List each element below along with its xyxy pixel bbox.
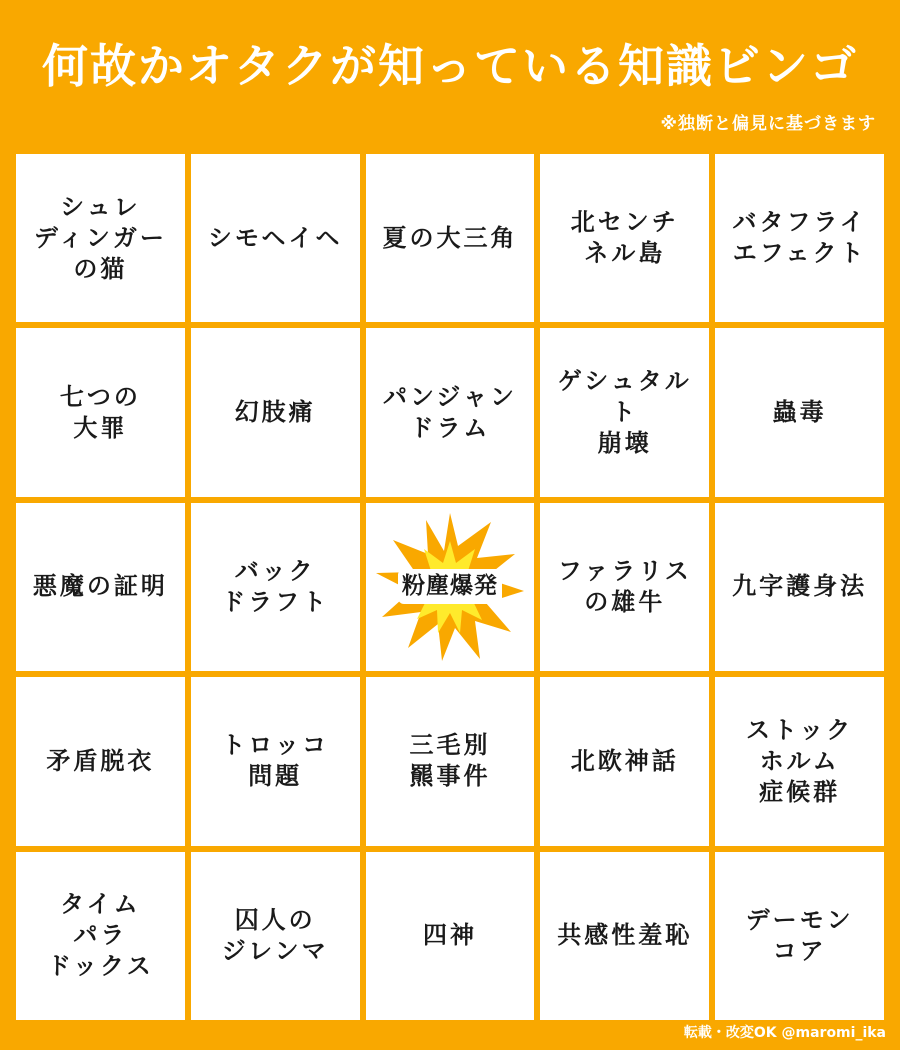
bingo-cell-label: ゲシュタルト 崩壊 <box>557 367 692 458</box>
bingo-cell-label: 矛盾脱衣 <box>46 746 155 775</box>
bingo-cell[interactable] <box>366 852 535 1020</box>
bingo-cell[interactable] <box>366 154 535 322</box>
bingo-cell-label: ファラリス の雄牛 <box>557 556 692 616</box>
bingo-cell[interactable] <box>191 852 360 1020</box>
bingo-cell-label: シュレ ディンガー の猫 <box>33 192 167 283</box>
bingo-cell-label: 夏の大三角 <box>382 223 518 252</box>
bingo-cell[interactable] <box>366 328 535 496</box>
bingo-cell-label: 三毛別 羆事件 <box>409 731 491 791</box>
disclaimer-note: ※独断と偏見に基づきます <box>660 114 876 134</box>
bingo-free-cell[interactable] <box>366 503 535 671</box>
credit-note: 転載・改変OK @maromi_ika <box>683 1025 886 1041</box>
bingo-grid <box>16 154 884 1020</box>
bingo-cell[interactable] <box>540 154 709 322</box>
bingo-cell[interactable] <box>715 328 884 496</box>
bingo-cell-label: バタフライ エフェクト <box>732 208 867 268</box>
bingo-cell[interactable] <box>715 154 884 322</box>
bingo-cell-label: パンジャン ドラム <box>383 382 517 442</box>
bingo-cell[interactable] <box>191 503 360 671</box>
bingo-cell[interactable] <box>16 852 185 1020</box>
bingo-cell[interactable] <box>540 852 709 1020</box>
bingo-cell-label: 北欧神話 <box>570 746 679 775</box>
bingo-cell[interactable] <box>16 503 185 671</box>
bingo-free-cell-label: 粉塵爆発 <box>398 569 502 604</box>
bingo-cell-label: トロッコ 問題 <box>221 731 329 791</box>
bingo-cell[interactable] <box>715 852 884 1020</box>
bingo-cell[interactable] <box>540 503 709 671</box>
bingo-cell-label: 北センチ ネル島 <box>570 208 679 268</box>
bingo-cell-label: 悪魔の証明 <box>32 572 168 601</box>
bingo-cell-label: 蟲毒 <box>772 398 827 427</box>
bingo-cell[interactable] <box>16 154 185 322</box>
bingo-cell-label: バック ドラフト <box>221 556 330 616</box>
bingo-cell-label: ストック ホルム 症候群 <box>745 715 854 806</box>
bingo-cell[interactable] <box>16 328 185 496</box>
bingo-cell-label: 七つの 大罪 <box>59 382 141 442</box>
bingo-cell-label: 九字護身法 <box>732 572 868 601</box>
bingo-cell[interactable] <box>16 677 185 845</box>
bingo-cell[interactable] <box>715 503 884 671</box>
page-title: 何故かオタクが知っている知識ビンゴ <box>42 39 858 93</box>
bingo-cell[interactable] <box>191 677 360 845</box>
bingo-cell[interactable] <box>191 154 360 322</box>
bingo-cell[interactable] <box>191 328 360 496</box>
bingo-cell-label: 共感性羞恥 <box>557 921 693 950</box>
bingo-cell-label: 幻肢痛 <box>234 398 316 427</box>
bingo-cell-label: 囚人の ジレンマ <box>221 905 329 965</box>
bingo-cell-label: シモヘイヘ <box>207 223 343 252</box>
bingo-cell[interactable] <box>715 677 884 845</box>
bingo-cell[interactable] <box>366 677 535 845</box>
bingo-cell[interactable] <box>540 328 709 496</box>
bingo-cell-label: タイム パラ ドックス <box>46 890 154 981</box>
bingo-cell-label: デーモン コア <box>745 905 854 965</box>
bingo-cell-label: 四神 <box>422 921 477 950</box>
bingo-cell[interactable] <box>540 677 709 845</box>
